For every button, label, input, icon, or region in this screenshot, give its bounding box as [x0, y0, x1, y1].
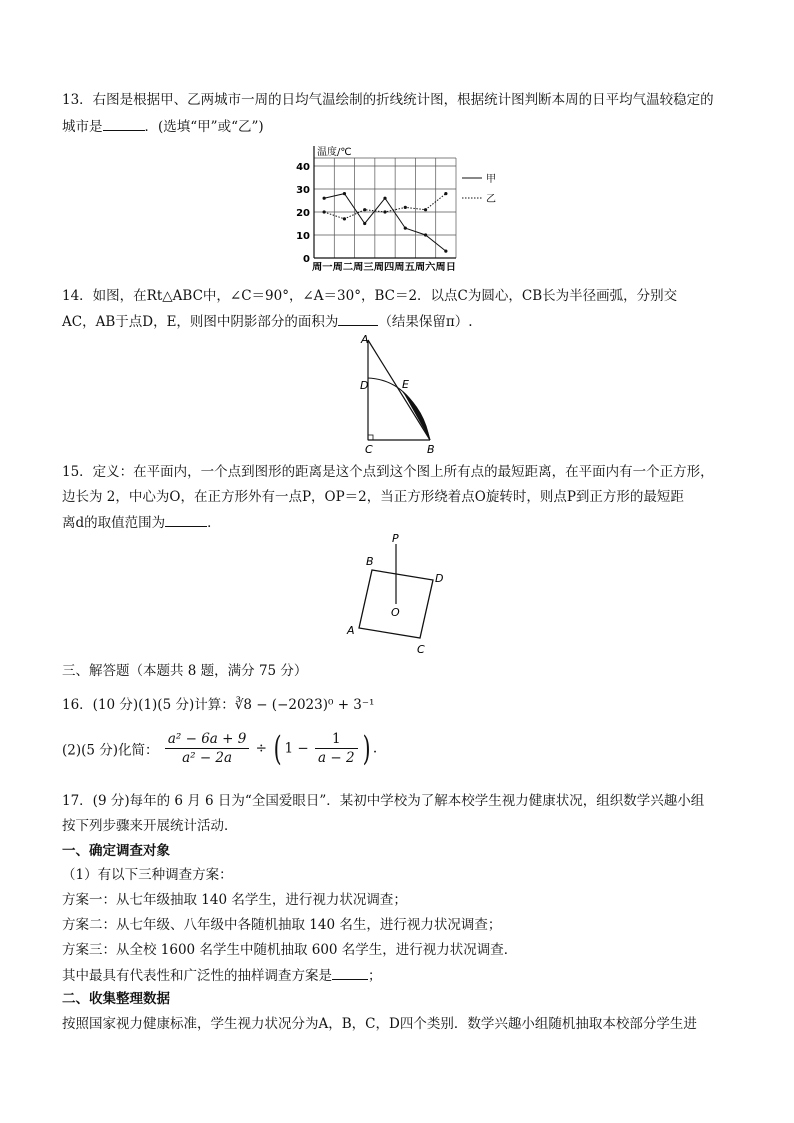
one-minus: 1 − — [284, 740, 309, 757]
fraction-2-denominator: a − 2 — [318, 750, 355, 766]
q14-line2-post: （结果保留π）. — [378, 314, 473, 330]
y-axis-label: 温度/℃ — [317, 147, 352, 158]
arc-db — [368, 378, 430, 440]
q16-part2-text: (2)(5 分)化简： — [62, 742, 159, 759]
q13-line2-pre: 城市是 — [62, 119, 103, 135]
data-point — [363, 222, 366, 225]
y-tick-label: 40 — [296, 162, 310, 173]
data-point — [323, 197, 326, 200]
label-d: D — [360, 379, 369, 392]
data-point — [444, 250, 447, 253]
label-o: O — [391, 606, 400, 619]
y-tick-label: 0 — [303, 254, 310, 265]
fraction-2 — [315, 730, 358, 767]
fraction-1-numerator: a² − 6a + 9 — [165, 730, 249, 749]
q13-line2-post: ．(选填“甲”或“乙”) — [144, 119, 264, 135]
q17-choose-pre: 其中最具有代表性和广泛性的抽样调查方案是 — [62, 968, 332, 984]
q15-line3-pre: 离d的取值范围为 — [62, 515, 166, 531]
right-paren: ) — [362, 728, 371, 769]
right-angle-mark — [368, 435, 373, 440]
q13-line2 — [62, 118, 264, 135]
section-heading: 三、解答题（本题共 8 题，满分 75 分） — [62, 663, 308, 679]
q17-last: 按照国家视力健康标准，学生视力状况分为A，B，C，D四个类别．数学兴趣小组随机抽取本校部分学生进 — [62, 1016, 697, 1032]
label-c: C — [417, 643, 425, 656]
q16-part1-expr: ∛8 − (−2023)⁰ + 3⁻¹ — [234, 697, 375, 713]
q16-part1-text: 16．(10 分)(1)(5 分)计算： — [62, 697, 235, 713]
q16-part2 — [62, 730, 377, 767]
side-ab — [368, 340, 430, 440]
data-point — [444, 192, 447, 195]
label-a: A — [361, 333, 369, 346]
temperature-line-chart — [290, 140, 510, 275]
data-point — [404, 206, 407, 209]
division-sign: ÷ — [255, 740, 267, 757]
label-a: A — [347, 624, 355, 637]
q14-line1: 14．如图，在Rt△ABC中，∠C＝90°，∠A＝30°，BC＝2．以点C为圆心，CB长为半径画弧，分别交 — [62, 288, 678, 304]
q17-heading2: 二、收集整理数据 — [62, 991, 170, 1007]
data-point — [363, 208, 366, 211]
y-tick-label: 20 — [296, 208, 310, 219]
label-p: P — [392, 532, 399, 545]
chart-grid — [314, 158, 456, 258]
data-point — [404, 227, 407, 230]
q16-tail: . — [372, 740, 378, 757]
label-b: B — [366, 555, 374, 568]
fraction-2-numerator: 1 — [315, 730, 358, 749]
square-figure — [340, 530, 450, 658]
q16-part1 — [62, 697, 374, 713]
q17-plan3: 方案三：从全校 1600 名学生中随机抽取 600 名学生，进行视力状况调查． — [62, 942, 518, 958]
data-point — [424, 233, 427, 236]
left-paren: ( — [273, 728, 282, 769]
y-tick-label: 10 — [296, 231, 310, 242]
q13-line1: 13．右图是根据甲、乙两城市一周的日均气温绘制的折线统计图，根据统计图判断本周的日平均气温较稳定的 — [62, 92, 714, 108]
data-point — [383, 210, 386, 213]
q17-heading1: 一、确定调查对象 — [62, 843, 170, 859]
data-point — [343, 192, 346, 195]
q17-choose-post: ； — [368, 968, 382, 984]
data-point — [424, 208, 427, 211]
q15-line3 — [62, 514, 221, 531]
data-point — [343, 217, 346, 220]
label-d: D — [435, 572, 444, 585]
q15-line3-post: ． — [207, 515, 221, 531]
x-tick-labels: 周一周二周三周四周五周六周日 — [312, 262, 447, 273]
answer-blank — [338, 313, 378, 326]
label-c: C — [365, 443, 373, 456]
answer-blank — [103, 118, 145, 131]
y-tick-label: 30 — [296, 185, 310, 196]
fraction-1-denominator: a² − 2a — [182, 750, 233, 766]
legend-label: 乙 — [486, 194, 496, 205]
series-line-1 — [324, 194, 446, 252]
legend-label: 甲 — [486, 174, 496, 185]
q14-line2-pre: AC，AB于点D，E，则图中阴影部分的面积为 — [62, 314, 339, 330]
q17-line2: 按下列步骤来开展统计活动． — [62, 818, 238, 834]
q15-line2: 边长为 2，中心为O，在正方形外有一点P，OP＝2，当正方形绕着点O旋转时，则点P到正方形的最短距 — [62, 489, 684, 505]
fraction-1 — [165, 730, 249, 767]
label-e: E — [402, 378, 409, 391]
data-point — [323, 210, 326, 213]
q17-line1: 17．(9 分)每年的 6 月 6 日为“全国爱眼日”．某初中学校为了解本校学生视力健康状况，组织数学兴趣小组 — [62, 793, 705, 809]
q17-plan1: 方案一：从七年级抽取 140 名学生，进行视力状况调查； — [62, 892, 407, 908]
q17-choose — [62, 967, 382, 984]
answer-blank — [165, 514, 207, 527]
triangle-figure — [355, 332, 445, 457]
q15-line1: 15．定义：在平面内，一个点到图形的距离是这个点到这个图上所有点的最短距离，在平面内有一个正方形， — [62, 464, 714, 480]
data-point — [383, 197, 386, 200]
answer-blank — [332, 967, 368, 980]
q17-plan2: 方案二：从七年级、八年级中各随机抽取 140 名生，进行视力状况调查； — [62, 917, 502, 933]
q17-sub1: （1）有以下三种调查方案： — [62, 867, 233, 883]
label-b: B — [427, 443, 435, 456]
q14-line2 — [62, 313, 473, 330]
